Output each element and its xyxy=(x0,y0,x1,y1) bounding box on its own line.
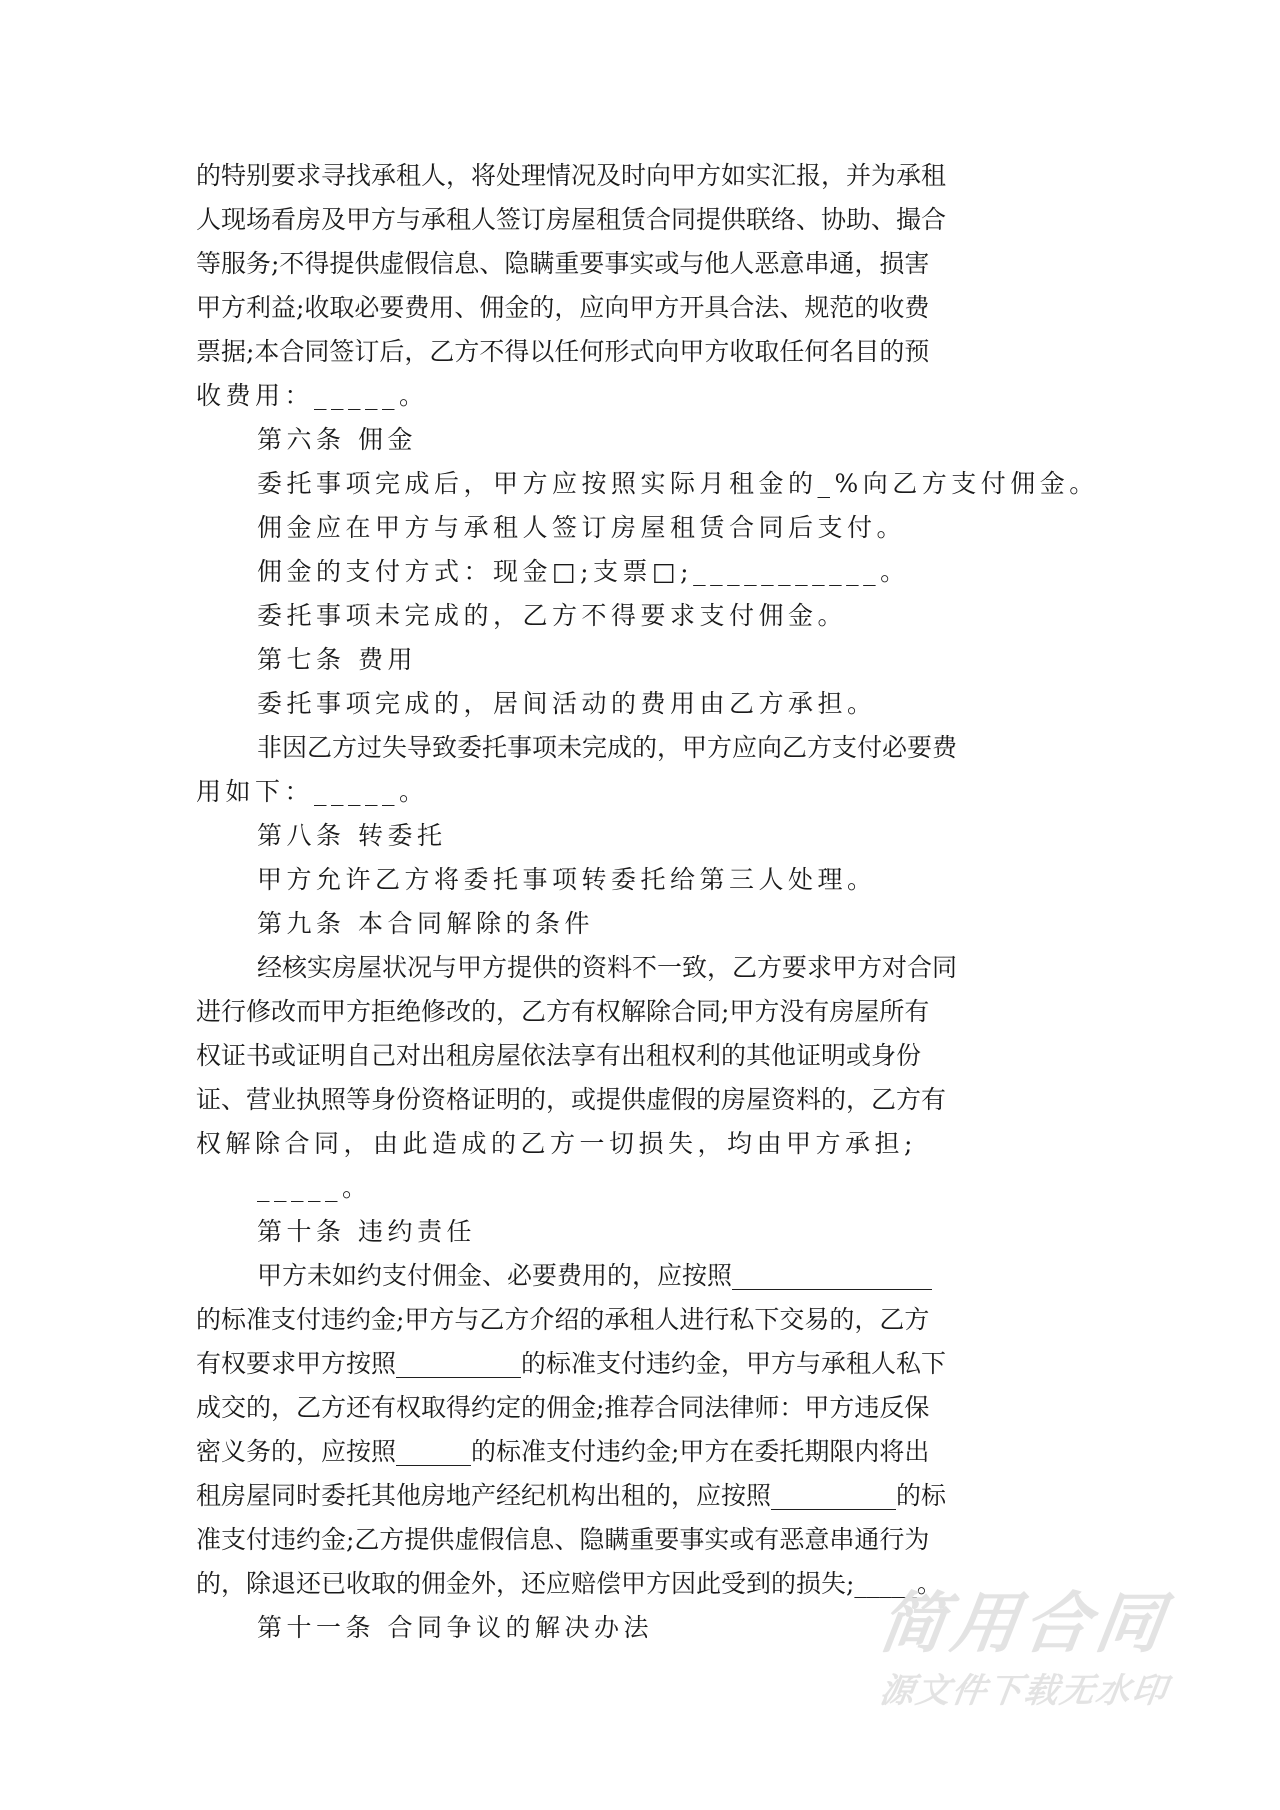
document-line xyxy=(196,462,1099,506)
document-line xyxy=(196,1474,1085,1518)
document-line xyxy=(196,1078,1085,1122)
document-line xyxy=(196,594,1085,638)
line-text: 的标准支付违约金;甲方与乙方介绍的承租人进行私下交易的，乙方 xyxy=(196,1305,930,1334)
line-text: 第九条 本合同解除的条件 xyxy=(257,909,594,938)
line-text: 用如下：_____。 xyxy=(196,777,429,806)
document-line xyxy=(196,902,1085,946)
line-text: 密义务的，应按照______的标准支付违约金;甲方在委托期限内将出 xyxy=(196,1437,930,1466)
line-text: 第十一条 合同争议的解决办法 xyxy=(257,1613,653,1642)
line-text: 租房屋同时委托其他房地产经纪机构出租的，应按照__________的标 xyxy=(196,1481,947,1510)
document-line xyxy=(196,154,1085,198)
line-text: 委托事项未完成的，乙方不得要求支付佣金。 xyxy=(257,601,848,630)
line-text: 第七条 费用 xyxy=(257,645,417,674)
document-line xyxy=(196,1606,1085,1650)
line-text: 甲方未如约支付佣金、必要费用的，应按照________________ xyxy=(257,1261,933,1290)
document-line xyxy=(196,682,1085,726)
line-text: 佣金的支付方式：现金□;支票□;___________。 xyxy=(257,557,910,586)
document-line xyxy=(196,550,1085,594)
document-line xyxy=(196,1034,1085,1078)
document-line xyxy=(196,1298,1085,1342)
document-line xyxy=(196,374,1085,418)
document-line xyxy=(196,1518,1085,1562)
line-text: 第六条 佣金 xyxy=(257,425,417,454)
document-line xyxy=(196,286,1085,330)
line-text: 经核实房屋状况与甲方提供的资料不一致，乙方要求甲方对合同 xyxy=(257,953,958,982)
document-line xyxy=(196,198,1085,242)
line-text: 票据;本合同签订后，乙方不得以任何形式向甲方收取任何名目的预 xyxy=(196,337,930,366)
document-line xyxy=(196,726,1085,770)
line-text: 佣金应在甲方与承租人签订房屋租赁合同后支付。 xyxy=(257,513,907,542)
watermark-subtitle: 源文件下载无水印 xyxy=(877,1671,1171,1711)
line-text: 有权要求甲方按照__________的标准支付违约金，甲方与承租人私下 xyxy=(196,1349,947,1378)
line-text: 等服务;不得提供虚假信息、隐瞒重要事实或与他人恶意串通，损害 xyxy=(196,249,930,278)
line-text: 的，除退还已收取的佣金外，还应赔偿甲方因此受到的损失;_____。 xyxy=(196,1569,942,1598)
document-line xyxy=(196,990,1085,1034)
line-text: 进行修改而甲方拒绝修改的，乙方有权解除合同;甲方没有房屋所有 xyxy=(196,997,930,1026)
document-line xyxy=(196,946,1085,990)
line-text: _____。 xyxy=(257,1173,372,1202)
line-text: 第八条 转委托 xyxy=(257,821,447,850)
line-text: 甲方允许乙方将委托事项转委托给第三人处理。 xyxy=(257,865,877,894)
line-text: 的特别要求寻找承租人，将处理情况及时向甲方如实汇报，并为承租 xyxy=(196,161,947,190)
document-line xyxy=(196,1166,1085,1210)
line-text: 非因乙方过失导致委托事项未完成的，甲方应向乙方支付必要费 xyxy=(257,733,958,762)
document-line xyxy=(196,1122,1085,1166)
line-text: 甲方利益;收取必要费用、佣金的，应向甲方开具合法、规范的收费 xyxy=(196,293,930,322)
document-line xyxy=(196,1342,1085,1386)
document-line xyxy=(196,1210,1085,1254)
line-text: 成交的，乙方还有权取得约定的佣金;推荐合同法律师：甲方违反保 xyxy=(196,1393,930,1422)
document-line xyxy=(196,418,1085,462)
document-line xyxy=(196,814,1085,858)
document-line xyxy=(196,770,1085,814)
line-text: 委托事项完成的，居间活动的费用由乙方承担。 xyxy=(257,689,877,718)
document-line xyxy=(196,1562,1085,1606)
document-line xyxy=(196,506,1085,550)
watermark-title: 简用合同 xyxy=(874,1585,1174,1662)
line-text: 人现场看房及甲方与承租人签订房屋租赁合同提供联络、协助、撮合 xyxy=(196,205,947,234)
line-text: 权证书或证明自己对出租房屋依法享有出租权利的其他证明或身份 xyxy=(196,1041,922,1070)
document-line xyxy=(196,242,1085,286)
line-text: 权解除合同，由此造成的乙方一切损失，均由甲方承担; xyxy=(196,1129,917,1158)
line-text: 委托事项完成后，甲方应按照实际月租金的_%向乙方支付佣金。 xyxy=(257,469,1099,498)
line-text: 第十条 违约责任 xyxy=(257,1217,476,1246)
document-line xyxy=(196,1430,1085,1474)
document-line xyxy=(196,858,1085,902)
document-line xyxy=(196,638,1085,682)
line-text: 准支付违约金;乙方提供虚假信息、隐瞒重要事实或有恶意串通行为 xyxy=(196,1525,930,1554)
document-line xyxy=(196,330,1085,374)
document-body xyxy=(196,154,1099,1650)
document-line xyxy=(196,1254,1085,1298)
line-text: 收费用：_____。 xyxy=(196,381,429,410)
document-line xyxy=(196,1386,1085,1430)
line-text: 证、营业执照等身份资格证明的，或提供虚假的房屋资料的，乙方有 xyxy=(196,1085,947,1114)
